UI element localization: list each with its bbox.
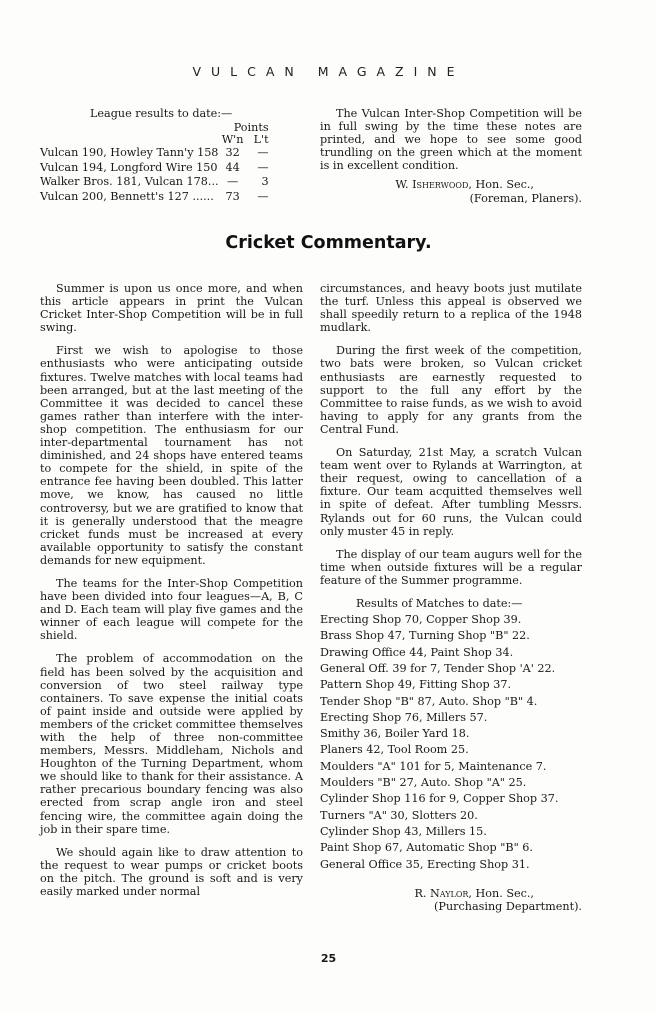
list-item: Turners "A" 30, Slotters 20. [320, 808, 478, 822]
list-item: General Office 35, Erecting Shop 31. [320, 857, 530, 871]
bowls-note [320, 107, 582, 205]
won-header: W'n [221, 133, 244, 147]
league-won: — [226, 175, 239, 189]
list-item: Drawing Office 44, Paint Shop 34. [320, 645, 514, 659]
article-paragraph: We should again like to draw attention to the request to wear pumps or cricket boots on the pitch. The ground is soft and is very easily marked under normal [40, 845, 303, 899]
magazine-masthead: VULCAN MAGAZINE [192, 64, 465, 79]
list-item: Moulders "B" 27, Auto. Shop "A" 25. [320, 776, 527, 790]
sig-role: , Hon. Sec., [468, 178, 534, 192]
sig-dept: (Foreman, Planers). [469, 191, 582, 205]
league-lost: 3 [261, 175, 269, 189]
bowls-paragraph: The Vulcan Inter-Shop Competition will be in full swing by the time these notes are printed, and we hope to see some good trundling on the green which at the moment is in excellent condition. [320, 107, 582, 173]
article-paragraph: The teams for the Inter-Shop Competition have been divided into four leagues—A, B, C and D. Each team will play five games and the winner of each league will compete for the shield. [40, 576, 303, 643]
league-row [40, 146, 269, 161]
league-won: 73 [225, 189, 240, 203]
league-row [40, 175, 269, 190]
points-header: Points [233, 121, 269, 135]
list-item: Cylinder Shop 116 for 9, Copper Shop 37. [320, 792, 559, 806]
article-paragraph: On Saturday, 21st May, a scratch Vulcan team went over to Rylands at Warrington, at their request, owing to cancellation of a fixture. Our team acquitted themselves well in spite of defeat. After tumbling Messrs. Rylands out for 60 runs, the Vulcan could only muster 45 in reply. [320, 446, 582, 538]
league-table [40, 122, 269, 204]
list-item: Cylinder Shop 43, Millers 15. [320, 824, 487, 838]
sig-name: Naylor [429, 886, 469, 900]
results-caption: Results of Matches to date:— [356, 596, 523, 610]
article-paragraph: Summer is upon us once more, and when this article appears in print the Vulcan Cricket Inter-Shop Competition will be in full swing. [40, 282, 303, 335]
sig-name: Isherwood [412, 178, 469, 192]
league-lost: — [257, 189, 269, 203]
article-paragraph: circumstances, and heavy boots just mutilate the turf. Unless this appeal is observed we shall speedily return to a replica of the 1948 mudlark. [320, 282, 582, 335]
list-item: Erecting Shop 76, Millers 57. [320, 710, 488, 724]
league-won: 44 [225, 160, 240, 174]
article-signature [320, 887, 582, 913]
sig-initial: W. [395, 178, 413, 192]
match-results-list [320, 612, 582, 873]
list-item: Moulders "A" 101 for 5, Maintenance 7. [320, 759, 547, 773]
article-right-column [320, 282, 582, 913]
league-results [40, 107, 305, 204]
sig-initial: R. [414, 886, 430, 900]
list-item: General Off. 39 for 7, Tender Shop 'A' 22. [320, 661, 556, 675]
article-title: Cricket Commentary. [225, 233, 432, 253]
league-lost: — [257, 146, 269, 160]
list-item: Paint Shop 67, Automatic Shop "B" 6. [320, 841, 533, 855]
league-caption: League results to date:— [90, 107, 233, 120]
article-paragraph: The problem of accommodation on the field has been solved by the acquisition and conversion of two steel railway type containers. To save expense the initial coats of paint inside and outside were applied by members of the cricket committee themselves with the help of three non-committee members, Messrs. Middleham, Nichols and Houghton of the Turning Department, whom we should like to thank for their assistance. A rather precarious boundary fencing was also erected from scrap angle iron and steel fencing wire, the committee again doing the job in their spare time. [40, 652, 303, 836]
league-match: Vulcan 194, Longford Wire 150 [40, 160, 218, 174]
article-paragraph: The display of our team augurs well for the time when outside fixtures will be a regular feature of the Summer programme. [320, 547, 582, 587]
league-match: Vulcan 190, Howley Tann'y 158 [40, 146, 219, 160]
sig-role: , Hon. Sec., [468, 886, 534, 900]
league-match: Vulcan 200, Bennett's 127 ...... [40, 189, 214, 203]
sig-dept: (Purchasing Department). [434, 899, 582, 913]
league-row [40, 161, 269, 176]
article-left-column [40, 282, 303, 908]
article-paragraph: During the first week of the competition, two bats were broken, so Vulcan cricket enthusiasts are earnestly requested to support to the full any effort by the Committee to raise funds, as we wish to avoid having to apply for any grants from the Central Fund. [320, 344, 582, 436]
list-item: Brass Shop 47, Turning Shop "B" 22. [320, 629, 530, 643]
bowls-signature [320, 178, 582, 204]
league-lost: — [257, 160, 269, 174]
list-item: Smithy 36, Boiler Yard 18. [320, 727, 470, 741]
list-item: Planers 42, Tool Room 25. [320, 743, 469, 757]
league-row [40, 190, 269, 205]
lost-header: L't [253, 133, 269, 147]
list-item: Pattern Shop 49, Fitting Shop 37. [320, 678, 512, 692]
list-item: Tender Shop "B" 87, Auto. Shop "B" 4. [320, 694, 538, 708]
page-number: 25 [320, 952, 337, 965]
league-won: 32 [225, 146, 240, 160]
article-paragraph: First we wish to apologise to those enthusiasts who were anticipating outside fixtures. Twelve matches with local teams had been arranged, but at the last meeting of the Committee it was decided to cancel these games rather than interfere with the inter-shop competition. The enthusiasm for our inter-departmental tournament has not diminished, and 24 shops have entered teams to compete for the shield, in spite of the entrance fee having been doubled. This latter move, we know, has caused no little controversy, but we are gratified to know that it is generally understood that the meagre cricket funds must be increased at every available opportunity to satisfy the constant demands for new equipment. [40, 344, 303, 567]
league-match: Walker Bros. 181, Vulcan 178... [40, 175, 219, 189]
list-item: Erecting Shop 70, Copper Shop 39. [320, 613, 522, 627]
